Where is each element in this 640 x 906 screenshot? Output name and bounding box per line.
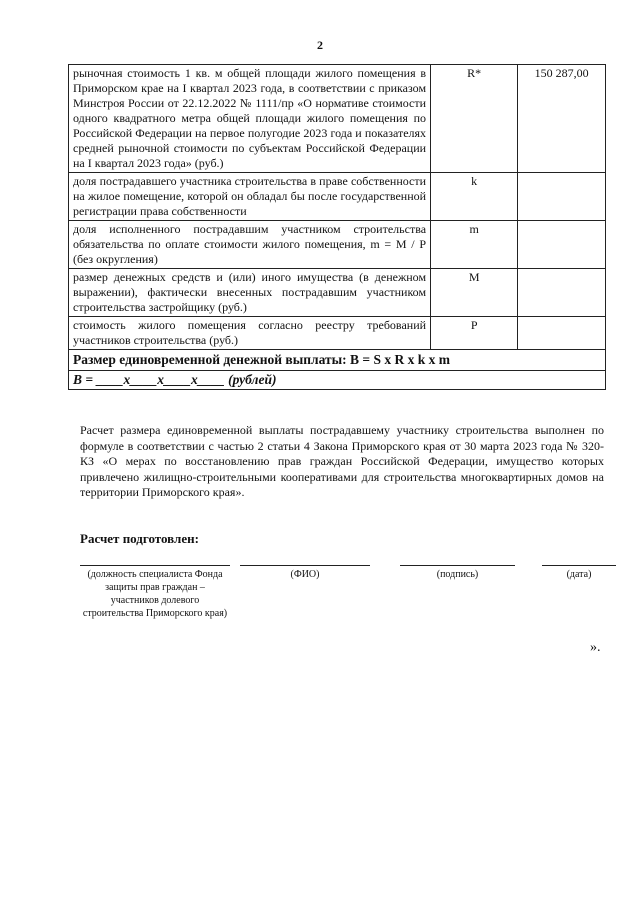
table-row xyxy=(69,221,606,269)
row-value xyxy=(518,173,606,221)
row-description: рыночная стоимость 1 кв. м общей площади жилого помещения в Приморском крае на I квартал 2023 года, в соответствии с приказом Минстроя России от 22.12.2022 № 1111/пр «О нормативе стоимости одного квадратного метра общей площади жилого помещения по Российской Федерации на первое полугодие 2023 года и показателях средней рыночной стоимости по субъектам Российской Федерации на I квартал 2023 года» (руб.) xyxy=(69,65,431,173)
position-signature-field xyxy=(80,565,230,620)
formula-row xyxy=(69,371,606,390)
table-row xyxy=(69,317,606,350)
row-value: 150 287,00 xyxy=(518,65,606,173)
total-label: Размер единовременной денежной выплаты: B = S x R x k x m xyxy=(69,350,606,371)
sign-signature-field xyxy=(400,565,515,581)
total-row xyxy=(69,350,606,371)
row-symbol: m xyxy=(431,221,518,269)
row-description: доля исполненного пострадавшим участником строительства обязательства по оплате стоимости жилого помещения, m = M / P (без округления) xyxy=(69,221,431,269)
name-caption: (ФИО) xyxy=(290,569,320,580)
closing-quote: ». xyxy=(590,640,601,655)
name-signature-field xyxy=(240,565,370,581)
signature-line xyxy=(400,565,515,566)
signature-line xyxy=(542,565,616,566)
table-row xyxy=(69,173,606,221)
row-symbol: P xyxy=(431,317,518,350)
row-value xyxy=(518,317,606,350)
row-symbol: R* xyxy=(431,65,518,173)
row-value xyxy=(518,269,606,317)
page-number: 2 xyxy=(317,38,323,52)
row-description: доля пострадавшего участника строительства в праве собственности на жилое помещение, которой он обладал бы после государственной регистрации права собственности xyxy=(69,173,431,221)
row-description: стоимость жилого помещения согласно реестру требований участников строительства (руб.) xyxy=(69,317,431,350)
signature-line xyxy=(240,565,370,566)
sign-caption: (подпись) xyxy=(436,569,479,580)
signature-line xyxy=(80,565,230,566)
row-symbol: M xyxy=(431,269,518,317)
row-description: размер денежных средств и (или) иного имущества (в денежном выражении), фактически внесенных пострадавшим участником строительства застройщику (руб.) xyxy=(69,269,431,317)
table-row xyxy=(69,65,606,173)
row-symbol: k xyxy=(431,173,518,221)
date-caption: (дата) xyxy=(566,569,592,580)
formula-line: B = ____x____x____x____ (рублей) xyxy=(69,371,606,390)
prepared-label: Расчет подготовлен: xyxy=(80,531,199,546)
calculation-table xyxy=(68,64,606,390)
table-row xyxy=(69,269,606,317)
date-signature-field xyxy=(542,565,616,581)
row-value xyxy=(518,221,606,269)
explanation-paragraph: Расчет размера единовременной выплаты пострадавшему участнику строительства выполнен по формуле в соответствии с частью 2 статьи 4 Закона Приморского края от 30 марта 2023 года № 320-КЗ «О мерах по восстановлению прав граждан Российской Федерации, имущество которых привлечено жилищно-строительными кооперативами для строительства многоквартирных домов на территории Приморского края». xyxy=(80,423,604,499)
position-caption: (должность специалиста Фонда защиты прав граждан – участников долевого строительства Приморского края) xyxy=(82,569,228,619)
